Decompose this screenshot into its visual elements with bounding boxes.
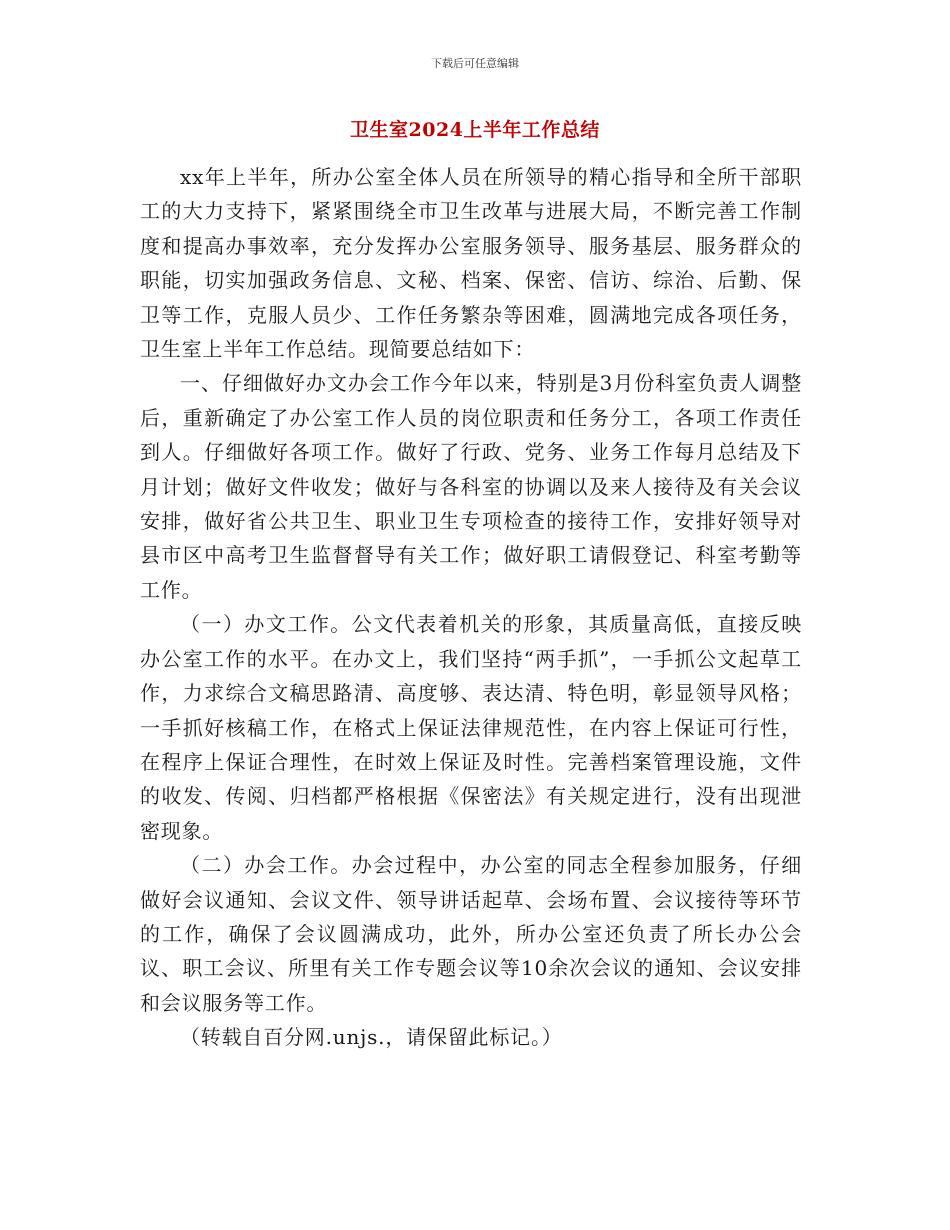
document-body	[140, 160, 802, 1055]
paragraph-document-work: （一）办文工作。公文代表着机关的形象，其质量高低，直接反映办公室工作的水平。在办文上，我们坚持“两手抓”，一手抓公文起草工作，力求综合文稿思路清、高度够、表达清、特色明，彰显领导风格；一手抓好核稿工作，在格式上保证法律规范性，在内容上保证可行性，在程序上保证合理性，在时效上保证及时性。完善档案管理设施，文件的收发、传阅、归档都严格根据《保密法》有关规定进行，没有出现泄密现象。	[140, 612, 802, 843]
paragraph-intro: xx年上半年，所办公室全体人员在所领导的精心指导和全所干部职工的大力支持下，紧紧围绕全市卫生改革与进展大局，不断完善工作制度和提高办事效率，充分发挥办公室服务领导、服务基层、服务群众的职能，切实加强政务信息、文秘、档案、保密、信访、综治、后勤、保卫等工作，克服人员少、工作任务繁杂等困难，圆满地完成各项任务，卫生室上半年工作总结。现简要总结如下：	[140, 165, 802, 362]
header-note: 下载后可任意编辑	[431, 57, 519, 70]
paragraph-meeting-work: （二）办会工作。办会过程中，办公室的同志全程参加服务，仔细做好会议通知、会议文件、领导讲话起草、会场布置、会议接待等环节的工作，确保了会议圆满成功，此外，所办公室还负责了所长办公会议、职工会议、所里有关工作专题会议等10余次会议的通知、会议安排和会议服务等工作。	[140, 853, 802, 1015]
paragraph-source-note: （转载自百分网.unjs.，请保留此标记。）	[180, 1025, 563, 1050]
document-title: 卫生室2024上半年工作总结	[350, 119, 600, 141]
paragraph-section-1: 一、仔细做好办文办会工作今年以来，特别是3月份科室负责人调整后，重新确定了办公室工作人员的岗位职责和任务分工，各项工作责任到人。仔细做好各项工作。做好了行政、党务、业务工作每月总结及下月计划；做好文件收发；做好与各科室的协调以及来人接待及有关会议安排，做好省公共卫生、职业卫生专项检查的接待工作，安排好领导对县市区中高考卫生监督督导有关工作；做好职工请假登记、科室考勤等工作。	[140, 371, 802, 602]
